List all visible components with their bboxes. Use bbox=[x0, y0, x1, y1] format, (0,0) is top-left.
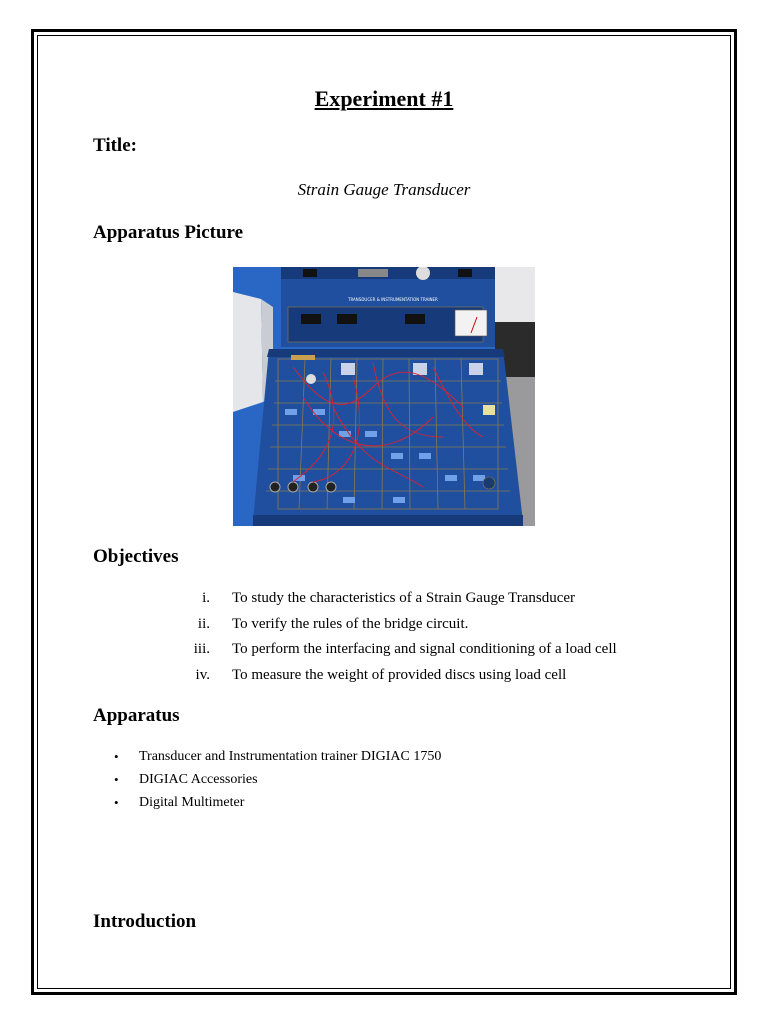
objectives-heading: Objectives bbox=[93, 546, 179, 567]
list-item-text: Transducer and Instrumentation trainer DIGIAC 1750 bbox=[139, 749, 442, 764]
list-item-number: iv. bbox=[195, 666, 210, 683]
title-heading: Title: bbox=[93, 135, 137, 156]
introduction-heading: Introduction bbox=[93, 911, 197, 932]
apparatus-picture-heading: Apparatus Picture bbox=[93, 222, 244, 243]
apparatus-photo bbox=[233, 267, 535, 526]
experiment-subtitle: Strain Gauge Transducer bbox=[297, 180, 471, 199]
bullet-icon: • bbox=[114, 749, 119, 764]
list-item-text: To perform the interfacing and signal conditioning of a load cell bbox=[232, 641, 617, 657]
list-item-text: Digital Multimeter bbox=[139, 795, 245, 810]
list-item-number: ii. bbox=[197, 615, 210, 632]
document-title: Experiment #1 bbox=[314, 86, 454, 111]
panel-label: TRANSDUCER & INSTRUMENTATION TRAINER bbox=[348, 297, 438, 302]
apparatus-heading: Apparatus bbox=[93, 705, 180, 726]
bullet-icon: • bbox=[114, 772, 119, 787]
list-item-text: To study the characteristics of a Strain Gauge Transducer bbox=[232, 590, 576, 606]
list-item-text: DIGIAC Accessories bbox=[139, 772, 258, 787]
list-item-text: To measure the weight of provided discs using load cell bbox=[232, 666, 567, 683]
list-item-text: To verify the rules of the bridge circuit. bbox=[232, 615, 469, 632]
bullet-icon: • bbox=[114, 795, 119, 810]
list-item-number: iii. bbox=[193, 641, 210, 657]
list-item-number: i. bbox=[202, 590, 210, 606]
